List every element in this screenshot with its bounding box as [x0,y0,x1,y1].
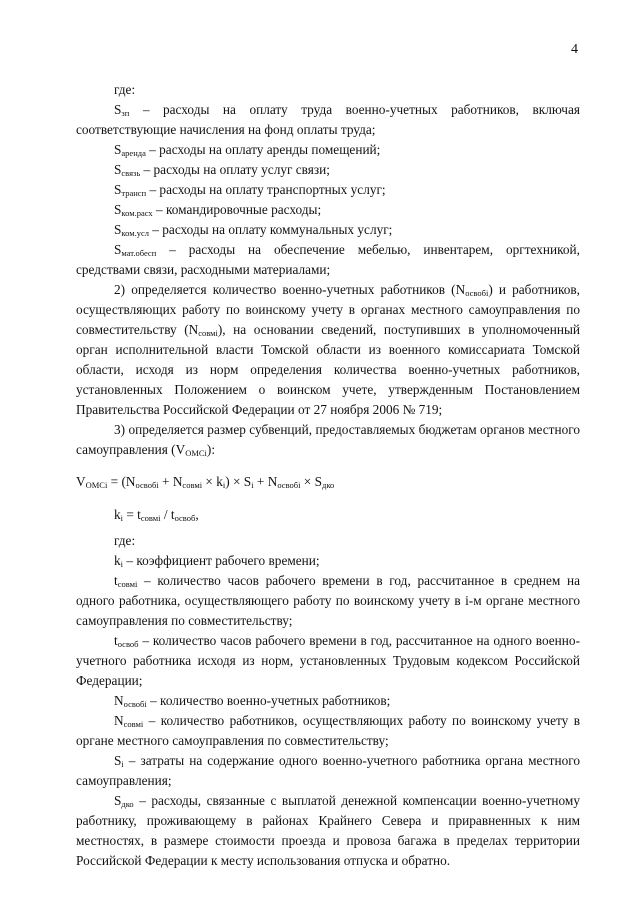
cost-item: $S_{ком.расх}$ – командировочные расходы; [114,202,322,218]
cost-item: $S_{мат.обесп}$ – расходы на обеспечение мебелью, инвентарем, оргтехникой, средствами связи, расходными материалами; [76,242,580,277]
cost-item: $S_{трансп}$ – расходы на оплату транспортных услуг; [114,182,386,198]
document-body [76,80,580,871]
cost-item: $S_{ком.усл}$ – расходы на оплату коммунальных услуг; [114,222,393,238]
formula-coefficient: $k_i = t_{совмi} / t_{освоб}$, [114,507,199,523]
variable-definition: $k_i$ – коэффициент рабочего времени; [114,553,320,569]
variable-definition: $S_i$ – затраты на содержание одного военно-учетного работника органа местного самоуправления; [76,753,580,788]
where-label-2: где: [114,533,136,548]
cost-items-list [76,100,580,280]
variable-definition: $S_{дко}$ – расходы, связанные с выплатой денежной компенсации военно-учетному работнику, проживающему в районах Крайнего Севера и приравненных к ним местностях, в размере стоимости проезда и провоза багажа в пределах территории Российской Федерации к месту использования отпуска и обратно. [76,793,580,868]
variable-definition: $t_{совмi}$ – количество часов рабочего времени в год, рассчитанное в среднем на одного работника, осуществляющего работу по воинскому учету в i-м органе местного самоуправления по совместительству; [76,573,580,628]
cost-item: $S_{аренда}$ – расходы на оплату аренды помещений; [114,142,381,158]
cost-item: $S_{связь}$ – расходы на оплату услуг связи; [114,162,330,178]
page-number: 4 [571,42,578,57]
variable-definition: $N_{совмi}$ – количество работников, осуществляющих работу по воинскому учету в органе местного самоуправления по совместительству; [76,713,580,748]
paragraph-item-3: 3) определяется размер субвенций, предоставляемых бюджетам органов местного самоуправления $(V_{OMCi})$: [76,422,580,458]
variable-definition: $t_{освоб}$ – количество часов рабочего времени в год, рассчитанное на одного военно-учетного работника исходя из норм, установленных Трудовым кодексом Российской Федерации; [76,633,580,688]
where-label-1: где: [114,82,136,97]
variable-definition: $N_{освобi}$ – количество военно-учетных работников; [114,693,391,709]
variable-definitions-list [76,551,580,871]
paragraph-item-2: 2) определяется количество военно-учетных работников $(N_{освобi})$ и работников, осуществляющих работу по воинскому учету в органах местного самоуправления по совместительству $(N_{совмi})$, на основании сведений, поступивших в уполномоченный орган исполнительной власти Томской области из военного комиссариата Томской области, исходя из норм определения количества военно-учетных работников, установленных Положением о воинском учете, утвержденным Постановлением Правительства Российской Федерации от 27 ноября 2006 № 719; [76,282,580,417]
cost-item: $S_{зп}$ – расходы на оплату труда военно-учетных работников, включая соответствующие начисления на фонд оплаты труда; [76,102,580,137]
formula-subvention: $V_{OMCi} = (N_{освобi} + N_{совмi} \times k_i) \times S_i + N_{освобi} \times S_{дко}$ [76,474,335,490]
